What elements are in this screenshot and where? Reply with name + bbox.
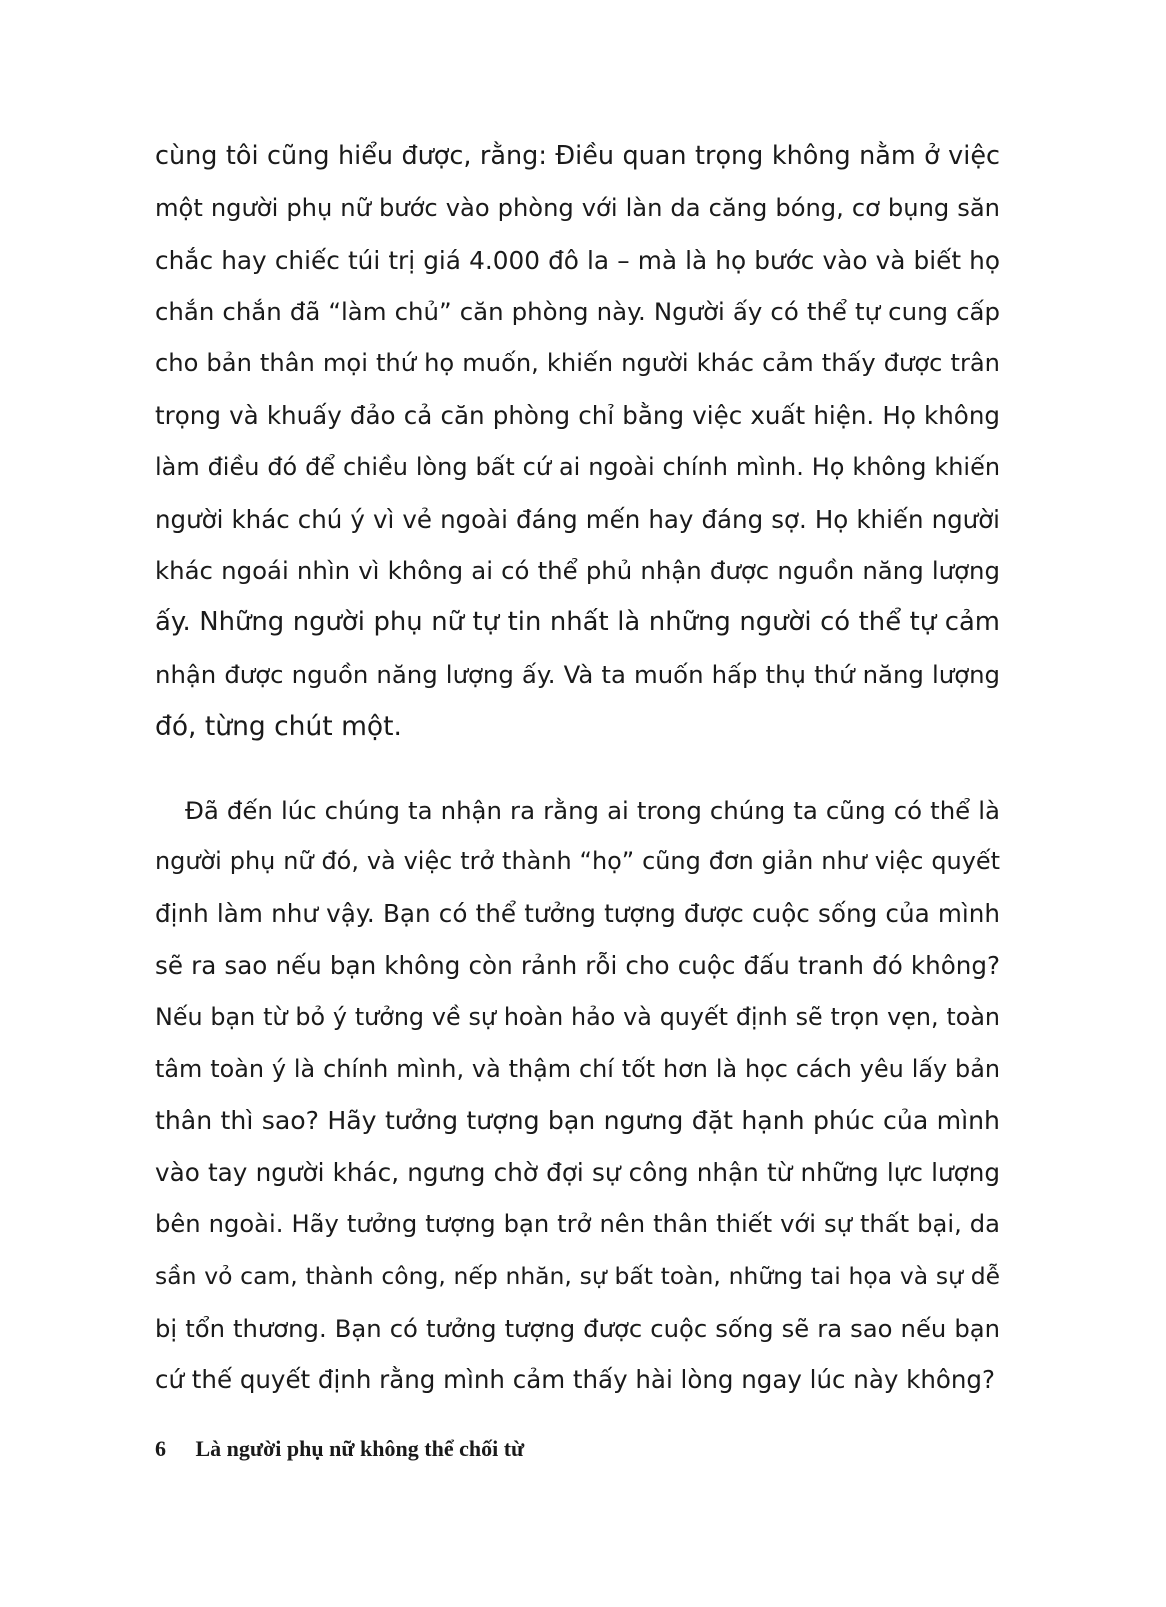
page-number: 6 [155,1436,166,1461]
text-line: chắn chắn đã “làm chủ” căn phòng này. Người ấy có thể tự cung cấp [155,297,1000,327]
text-line: vào tay người khác, ngưng chờ đợi sự công nhận từ những lực lượng [155,1158,1000,1188]
running-title: Là người phụ nữ không thể chối từ [195,1436,525,1461]
paragraph-gap [155,753,1000,785]
text-line: sẽ ra sao nếu bạn không còn rảnh rỗi cho cuộc đấu tranh đó không? [155,950,1000,980]
text-line: trọng và khuấy đảo cả căn phòng chỉ bằng việc xuất hiện. Họ không [155,400,1000,430]
text-line: sần vỏ cam, thành công, nếp nhăn, sự bất toàn, những tai họa và sự dễ [155,1261,1000,1290]
text-line: tâm toàn ý là chính mình, và thậm chí tốt hơn là học cách yêu lấy bản [155,1054,1000,1083]
paragraph-2 [155,785,1000,1407]
text-line: một người phụ nữ bước vào phòng với làn da căng bóng, cơ bụng săn [155,193,1000,222]
text-line: người phụ nữ đó, và việc trở thành “họ” cũng đơn giản như việc quyết [155,847,1000,876]
text-line: đó, từng chút một. [155,710,402,742]
text-line: Nếu bạn từ bỏ ý tưởng về sự hoàn hảo và quyết định sẽ trọn vẹn, toàn [155,1002,1000,1031]
text-line: làm điều đó để chiều lòng bất cứ ai ngoài chính mình. Họ không khiến [155,452,1000,481]
text-line: Đã đến lúc chúng ta nhận ra rằng ai trong chúng ta cũng có thể là [185,795,1000,825]
text-line: cùng tôi cũng hiểu được, rằng: Điều quan trọng không nằm ở việc [155,141,1000,171]
text-line: chắc hay chiếc túi trị giá 4.000 đô la – mà là họ bước vào và biết họ [155,245,1000,275]
text-line: cho bản thân mọi thứ họ muốn, khiến người khác cảm thấy được trân [155,349,1000,378]
body-text [155,131,1000,1406]
paragraph-1 [155,131,1000,753]
text-line: người khác chú ý vì vẻ ngoài đáng mến hay đáng sợ. Họ khiến người [155,504,1000,534]
text-line: cứ thế quyết định rằng mình cảm thấy hài lòng ngay lúc này không? [155,1365,995,1395]
page-footer [155,1436,524,1462]
text-line: bị tổn thương. Bạn có tưởng tượng được cuộc sống sẽ ra sao nếu bạn [155,1313,1000,1343]
text-line: khác ngoái nhìn vì không ai có thể phủ nhận được nguồn năng lượng [155,556,1000,586]
text-line: ấy. Những người phụ nữ tự tin nhất là những người có thể tự cảm [155,607,1000,638]
text-line: nhận được nguồn năng lượng ấy. Và ta muốn hấp thụ thứ năng lượng [155,659,1000,689]
text-line: định làm như vậy. Bạn có thể tưởng tượng được cuộc sống của mình [155,899,1000,929]
text-line: thân thì sao? Hãy tưởng tượng bạn ngưng đặt hạnh phúc của mình [155,1106,1000,1136]
text-line: bên ngoài. Hãy tưởng tượng bạn trở nên thân thiết với sự thất bại, da [155,1209,1000,1238]
